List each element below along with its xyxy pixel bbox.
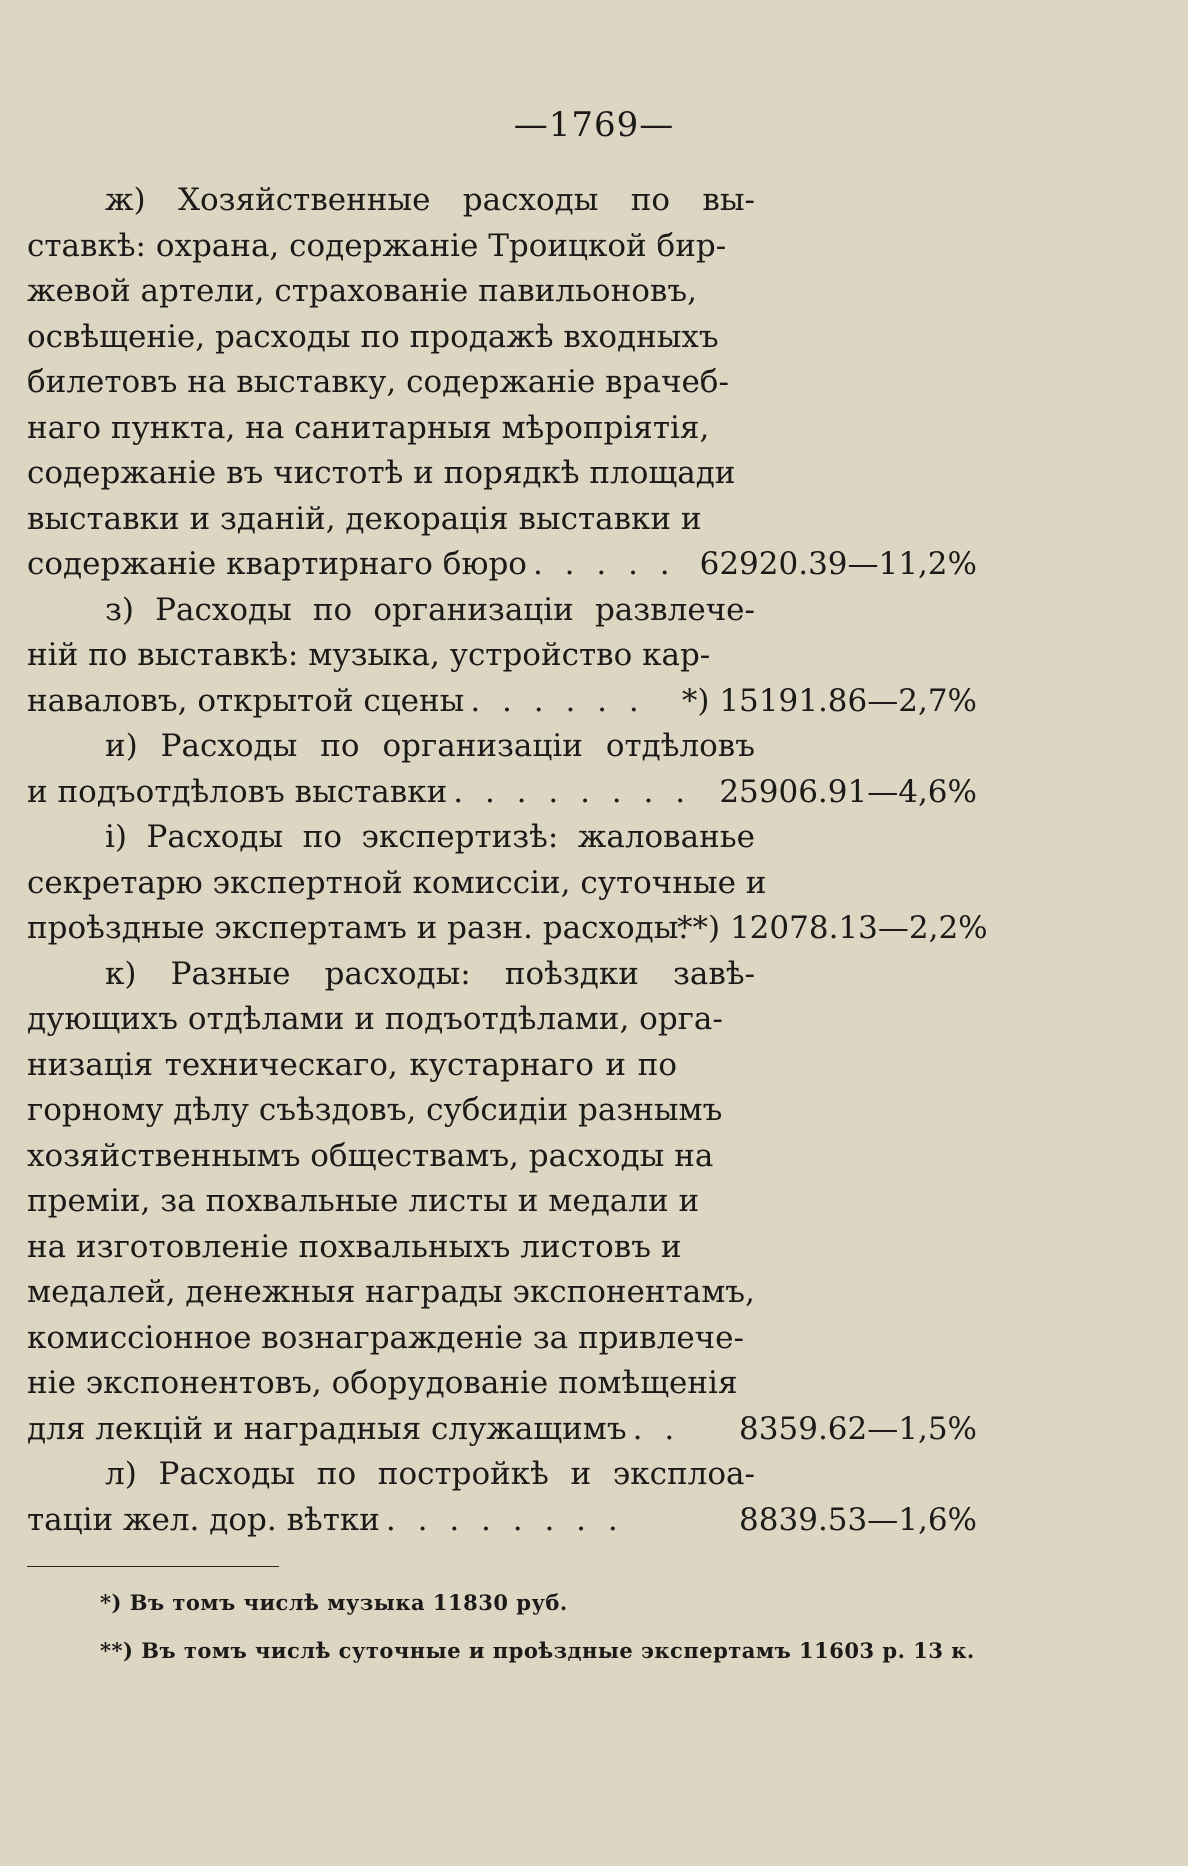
entry-line (27, 633, 977, 679)
entry-line (27, 724, 977, 770)
entry-text-wrap (27, 679, 677, 725)
entry-total-line (27, 770, 977, 816)
expense-entry (27, 815, 988, 952)
entry-total-line (27, 679, 977, 725)
entry-line (27, 1225, 977, 1271)
entry-text: содержаніе въ чистотѣ и порядкѣ площади (27, 455, 736, 491)
footnotes (100, 1583, 980, 1679)
entry-total-line (27, 1498, 977, 1544)
entry-last-text: наваловъ, открытой сцены (27, 682, 465, 719)
entry-text: секретарю экспертной комиссіи, суточные и (27, 864, 767, 901)
page-number: —1769— (513, 105, 675, 145)
entry-line (27, 315, 977, 361)
entry-amount: 8839.53—1,6% (739, 1501, 977, 1538)
entry-text: і) Расходы по экспертизѣ: жалованье (105, 819, 755, 855)
entry-total-line (27, 906, 988, 952)
entry-line (27, 861, 977, 907)
entry-text: преміи, за похвальные листы и медали и (27, 1183, 700, 1219)
entry-last-text: и подъотдѣловъ выставки (27, 773, 448, 810)
entry-amount: **) 12078.13—2,2% (677, 910, 988, 946)
entry-text: освѣщеніе, расходы по продажѣ входныхъ (27, 318, 719, 355)
entry-line (27, 1361, 977, 1407)
entry-text: выставки и зданій, декорація выставки и (27, 500, 702, 537)
entry-last-text: для лекцій и наградныя служащимъ (27, 1410, 627, 1447)
leader-dots: . . . . . (532, 546, 676, 582)
entry-text: ніе экспонентовъ, оборудованіе помѣщенія (27, 1365, 738, 1401)
entry-text-wrap (27, 1407, 681, 1453)
expense-entry (27, 178, 977, 588)
entry-total-line (27, 1407, 977, 1453)
entry-text-wrap (27, 770, 692, 816)
entry-amount: *) 15191.86—2,7% (681, 682, 977, 719)
entry-line (27, 997, 977, 1043)
entry-line (27, 815, 977, 861)
entry-amount: 25906.91—4,6% (719, 773, 977, 810)
entry-text-wrap (27, 1498, 677, 1544)
entry-line (27, 588, 977, 634)
entry-text: комиссіонное вознагражденіе за привлече- (27, 1319, 744, 1356)
entry-text: л) Расходы по постройкѣ и эксплоа- (105, 1456, 755, 1492)
entry-last-text: содержаніе квартирнаго бюро (27, 546, 527, 582)
expense-entry (27, 588, 977, 725)
entry-line (27, 1270, 977, 1316)
entry-line (27, 1316, 977, 1362)
entry-amount: 62920.39—11,2% (699, 546, 977, 582)
entry-line (27, 497, 977, 543)
entry-line (27, 224, 977, 270)
entry-line (27, 451, 977, 497)
entry-line (27, 1088, 977, 1134)
entry-line (27, 178, 977, 224)
expense-entry (27, 724, 977, 815)
entry-text: и) Расходы по организаціи отдѣловъ (105, 728, 755, 764)
entry-line (27, 952, 977, 998)
entry-text: билетовъ на выставку, содержаніе врачеб- (27, 364, 729, 400)
entry-line (27, 1452, 977, 1498)
entry-text-wrap (27, 906, 689, 952)
entry-text: низація техническаго, кустарнаго и по (27, 1046, 677, 1083)
entry-text: жевой артели, страхованіе павильоновъ, (27, 273, 697, 309)
entry-line (27, 1043, 977, 1089)
entry-text: горному дѣлу съѣздовъ, субсидіи разнымъ (27, 1092, 723, 1128)
expense-entry (27, 952, 977, 1453)
entry-line (27, 360, 977, 406)
entry-text: ній по выставкѣ: музыка, устройство кар- (27, 637, 711, 673)
footnote-2: **) Въ томъ числѣ суточные и проѣздные экспертамъ 11603 р. 13 к. (100, 1638, 975, 1663)
leader-dots: . . . . . . (470, 682, 645, 719)
entry-text-wrap (27, 542, 677, 588)
footnote-rule (27, 1566, 279, 1567)
entry-line (27, 1134, 977, 1180)
leader-dots: . . (632, 1410, 681, 1447)
footnote-1: *) Въ томъ числѣ музыка 11830 руб. (100, 1590, 568, 1615)
entry-line (27, 1179, 977, 1225)
entry-text: хозяйственнымъ обществамъ, расходы на (27, 1137, 714, 1174)
entry-last-text: таціи жел. дор. вѣтки (27, 1501, 380, 1538)
entry-text: ставкѣ: охрана, содержаніе Троицкой бир- (27, 227, 727, 264)
entry-line (27, 269, 977, 315)
entry-text: к) Разные расходы: поѣздки завѣ- (105, 955, 755, 992)
entry-text: дующихъ отдѣлами и подъотдѣлами, орга- (27, 1001, 723, 1037)
leader-dots: . . . . . . . . (385, 1501, 624, 1538)
entry-text: ж) Хозяйственные расходы по вы- (105, 182, 755, 218)
entry-text: наго пункта, на санитарныя мѣропріятія, (27, 409, 710, 446)
entry-total-line (27, 542, 977, 588)
entry-line (27, 406, 977, 452)
expense-entry (27, 1452, 977, 1543)
entry-last-text: проѣздные экспертамъ и разн. расходы. (27, 910, 689, 946)
expense-list (27, 178, 988, 1543)
entry-amount: 8359.62—1,5% (739, 1410, 977, 1447)
entry-text: з) Расходы по организаціи развлече- (105, 591, 755, 628)
entry-text: на изготовленіе похвальныхъ листовъ и (27, 1228, 682, 1265)
entry-text: медалей, денежныя награды экспонентамъ, (27, 1274, 755, 1310)
leader-dots: . . . . . . . . (453, 773, 692, 810)
